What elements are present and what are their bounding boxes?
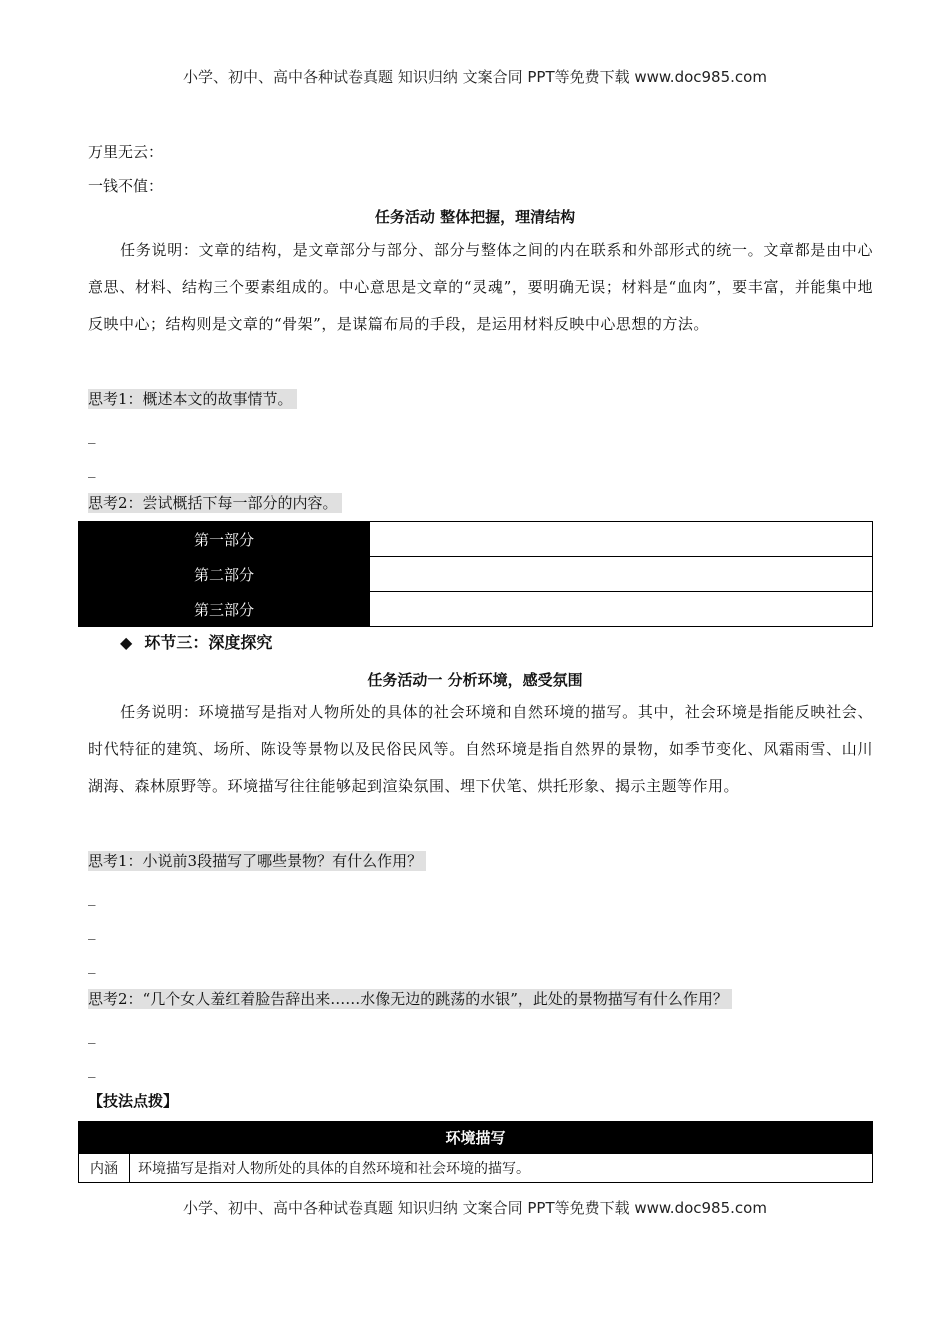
part-answer-cell[interactable] <box>370 592 873 627</box>
row-key: 内涵 <box>79 1154 130 1183</box>
answer-line[interactable]: _ <box>88 426 96 444</box>
answer-line[interactable]: _ <box>88 922 96 940</box>
idiom-line-1: 万里无云： <box>88 143 164 161</box>
table-row <box>79 1154 873 1183</box>
part-label: 第一部分 <box>79 522 370 557</box>
part-label: 第二部分 <box>79 557 370 592</box>
activity2-description-text: 任务说明：环境描写是指对人物所处的具体的社会环境和自然环境的描写。其中，社会环境是指能反映社会、时代特征的建筑、场所、陈设等景物以及民俗民风等。自然环境是指自然界的景物，如季节变化、风霜雨雪、山川湖海、森林原野等。环境描写往往能够起到渲染氛围、埋下伏笔、烘托形象、揭示主题等作用。 <box>88 703 873 795</box>
table-row <box>79 522 873 557</box>
activity1-description <box>88 232 873 343</box>
table-row <box>79 592 873 627</box>
answer-line[interactable]: _ <box>88 888 96 906</box>
question-text: 思考1：概述本文的故事情节。 <box>88 389 297 409</box>
answer-line[interactable]: _ <box>88 1060 96 1078</box>
section-title: 环节三：深度探究 <box>144 633 273 652</box>
part-answer-cell[interactable] <box>370 557 873 592</box>
page-footer: 小学、初中、高中各种试卷真题 知识归纳 文案合同 PPT等免费下载 www.doc985.com <box>183 1199 767 1217</box>
activity2-question-1 <box>88 850 426 871</box>
page-header: 小学、初中、高中各种试卷真题 知识归纳 文案合同 PPT等免费下载 www.doc985.com <box>183 68 767 86</box>
answer-line[interactable]: _ <box>88 1026 96 1044</box>
part-answer-cell[interactable] <box>370 522 873 557</box>
section-heading <box>120 630 272 653</box>
idiom-line-2: 一钱不值： <box>88 177 164 195</box>
part-label: 第三部分 <box>79 592 370 627</box>
activity2-question-2 <box>88 988 732 1009</box>
tips-heading: 【技法点拨】 <box>88 1092 179 1110</box>
activity1-description-text: 任务说明：文章的结构，是文章部分与部分、部分与整体之间的内在联系和外部形式的统一。文章都是由中心意思、材料、结构三个要素组成的。中心意思是文章的“灵魂”，要明确无误；材料是“血肉”，要丰富，并能集中地反映中心；结构则是文章的“骨架”，是谋篇布局的手段，是运用材料反映中心思想的方法。 <box>88 241 873 333</box>
activity1-question-1 <box>88 388 297 409</box>
activity2-description <box>88 694 873 805</box>
parts-table <box>78 521 873 627</box>
activity1-question-2 <box>88 492 342 513</box>
diamond-bullet-icon: ◆ <box>120 633 133 652</box>
question-text: 思考2：尝试概括下每一部分的内容。 <box>88 493 342 513</box>
table-row <box>79 557 873 592</box>
question-text: 思考1：小说前3段描写了哪些景物？有什么作用？ <box>88 851 426 871</box>
row-value: 环境描写是指对人物所处的具体的自然环境和社会环境的描写。 <box>130 1154 873 1183</box>
environment-table <box>78 1121 873 1183</box>
table-header: 环境描写 <box>79 1122 873 1154</box>
question-text: 思考2：“几个女人羞红着脸告辞出来……水像无边的跳荡的水银”，此处的景物描写有什么作用？ <box>88 989 732 1009</box>
table-header-row <box>79 1122 873 1154</box>
answer-line[interactable]: _ <box>88 460 96 478</box>
answer-line[interactable]: _ <box>88 956 96 974</box>
activity2-title: 任务活动一 分析环境，感受氛围 <box>367 671 583 689</box>
activity1-title: 任务活动 整体把握，理清结构 <box>374 208 576 226</box>
